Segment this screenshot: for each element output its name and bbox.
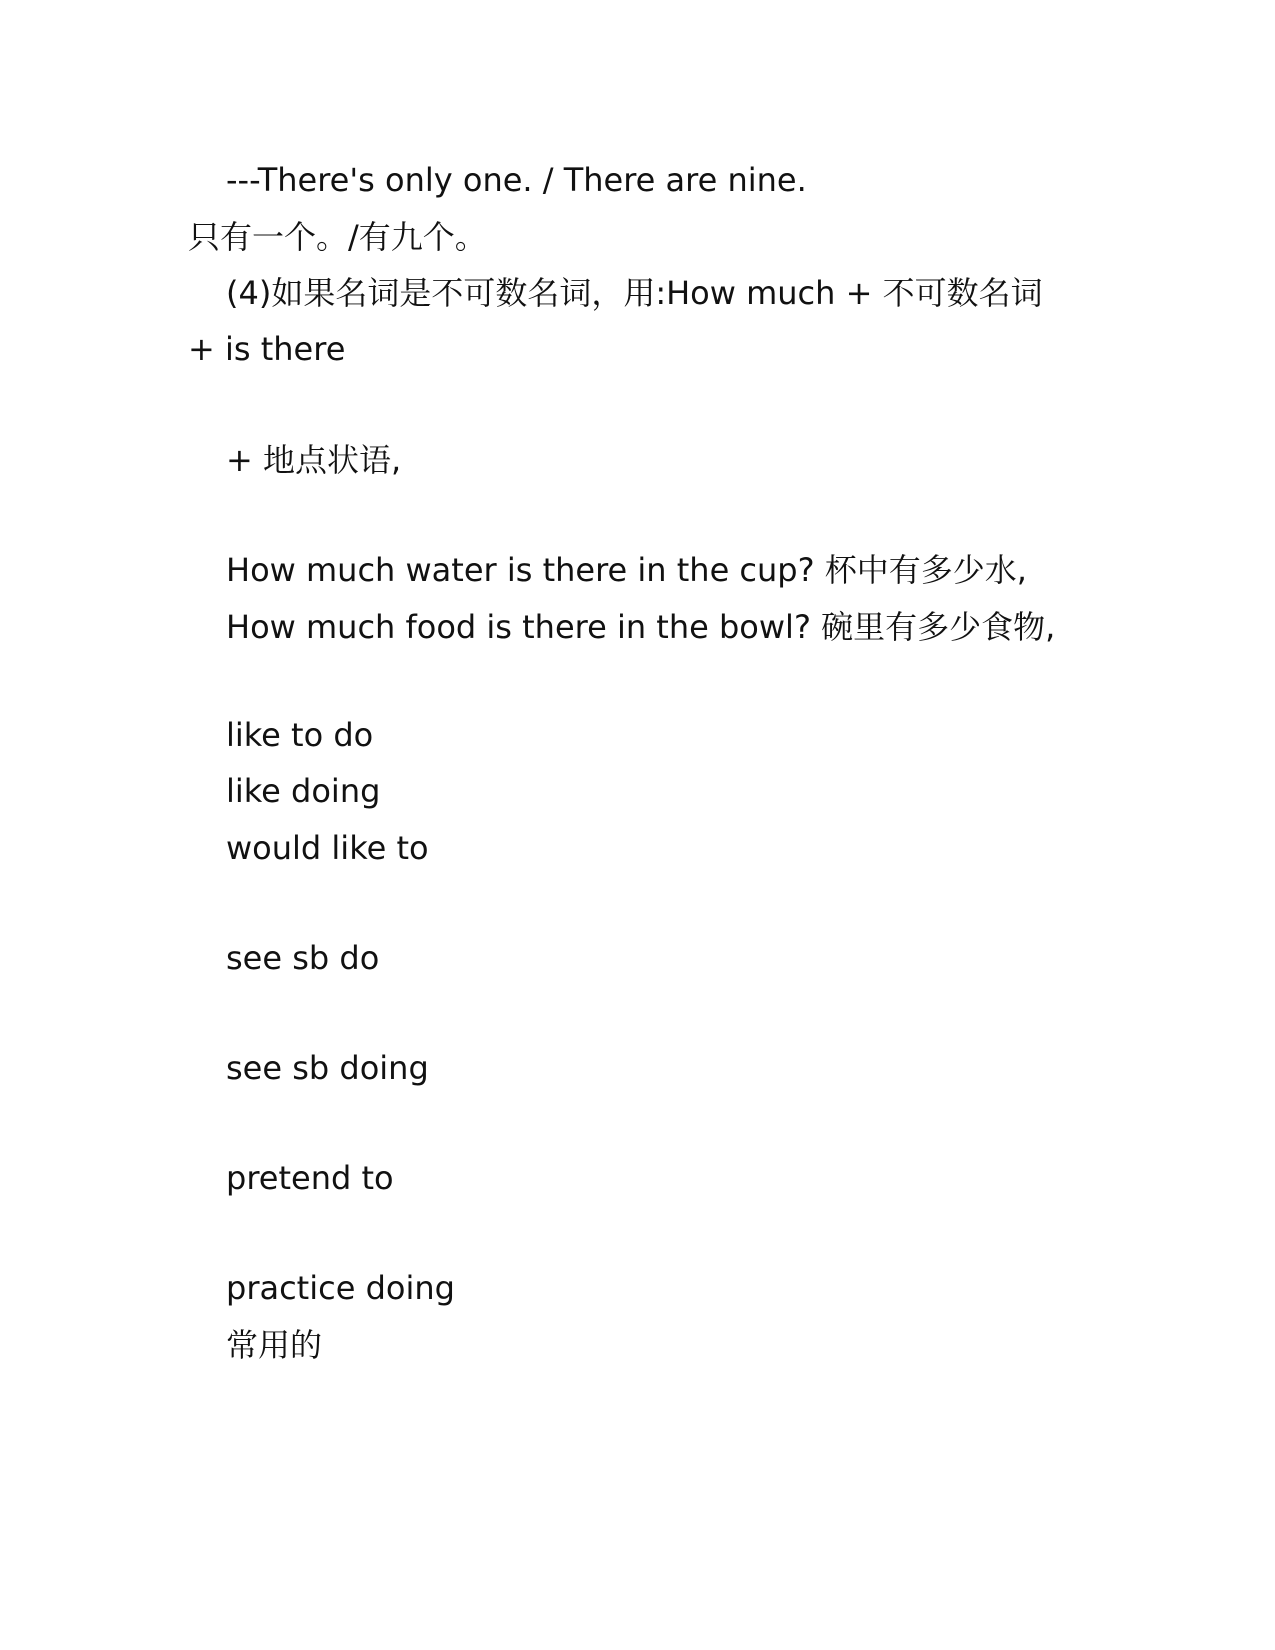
- text-line-phrase-pretend-to: pretend to: [226, 1159, 394, 1197]
- text-line-phrase-like-doing: like doing: [226, 772, 381, 810]
- text-line-example-water: How much water is there in the cup? 杯中有多少水,: [226, 551, 1027, 589]
- text-line-phrase-would-like-to: would like to: [226, 829, 429, 867]
- text-line-rule-4-adverbial: + 地点状语,: [226, 441, 402, 479]
- text-line-answer-example: ---There's only one. / There are nine.: [226, 161, 807, 199]
- text-line-phrase-practice-doing: practice doing: [226, 1269, 455, 1307]
- text-line-phrase-see-sb-do: see sb do: [226, 939, 380, 977]
- text-line-common-usage: 常用的: [226, 1326, 323, 1364]
- text-line-answer-translation: 只有一个。/有九个。: [188, 218, 487, 256]
- text-line-phrase-like-to-do: like to do: [226, 716, 374, 754]
- text-line-rule-4-continued: + is there: [188, 330, 346, 368]
- text-line-example-food: How much food is there in the bowl? 碗里有多少食物,: [226, 608, 1056, 646]
- text-line-rule-4: (4)如果名词是不可数名词，用:How much + 不可数名词: [226, 274, 1043, 312]
- text-line-phrase-see-sb-doing: see sb doing: [226, 1049, 429, 1087]
